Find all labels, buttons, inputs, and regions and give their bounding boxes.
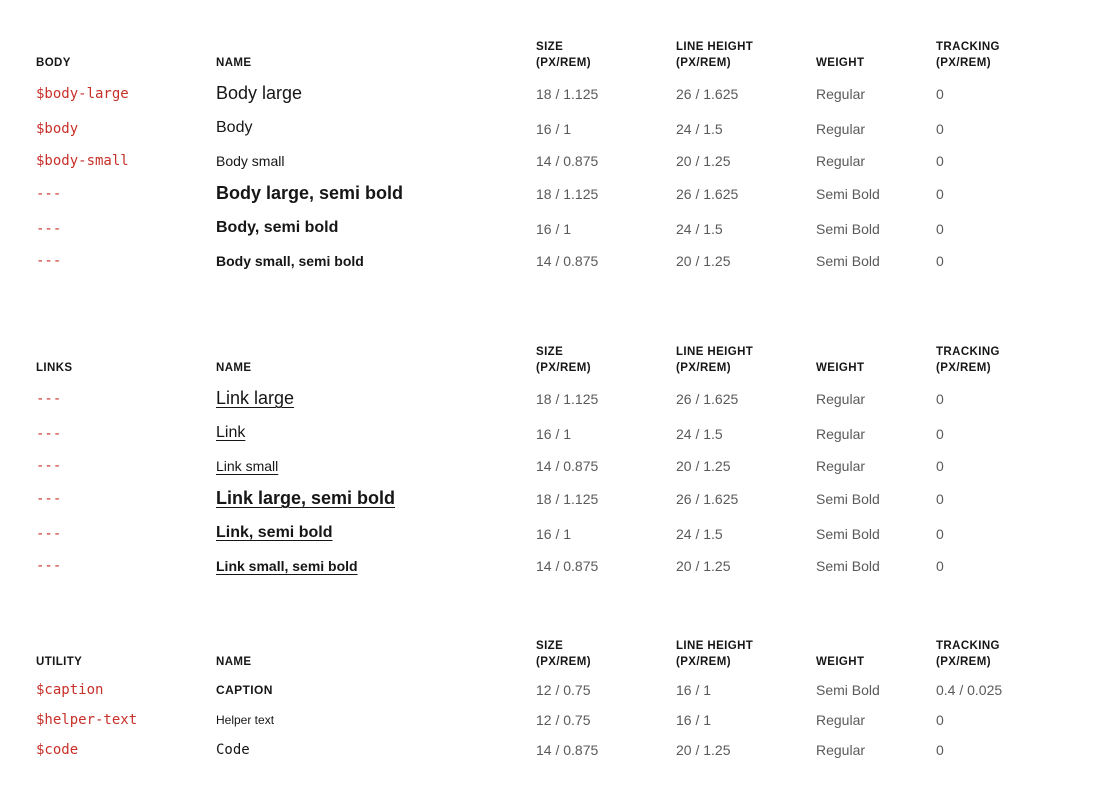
weight-value: Semi Bold <box>816 221 880 237</box>
column-header-name: NAME <box>216 57 252 69</box>
token-body-small: $body-small <box>36 153 129 169</box>
token-empty: --- <box>36 186 62 202</box>
example-link[interactable]: Link <box>216 424 246 441</box>
weight-value: Regular <box>816 153 866 169</box>
tracking-value: 0 <box>936 712 944 728</box>
token-empty: --- <box>36 458 62 474</box>
line-height-value: 26 / 1.625 <box>676 391 739 407</box>
example-body-large-semibold: Body large, semi bold <box>216 183 404 203</box>
token-empty: --- <box>36 526 62 542</box>
weight-value: Regular <box>816 712 866 728</box>
weight-value: Regular <box>816 458 866 474</box>
token-empty: --- <box>36 558 62 574</box>
line-height-value: 20 / 1.25 <box>676 458 731 474</box>
example-code: Code <box>216 742 250 758</box>
line-height-value: 20 / 1.25 <box>676 153 731 169</box>
size-value: 12 / 0.75 <box>536 682 591 698</box>
token-empty: --- <box>36 491 62 507</box>
section-heading-links: LINKS <box>36 362 73 374</box>
column-header-tracking: TRACKING (PX/REM) <box>936 41 1000 69</box>
example-link-large[interactable]: Link large <box>216 388 295 408</box>
tracking-value: 0 <box>936 526 944 542</box>
token-empty: --- <box>36 221 62 237</box>
example-link-large-semibold[interactable]: Link large, semi bold <box>216 488 396 508</box>
size-value: 16 / 1 <box>536 426 572 442</box>
example-body-small: Body small <box>216 153 285 169</box>
weight-value: Regular <box>816 86 866 102</box>
example-helper-text: Helper text <box>216 713 275 727</box>
example-body-large: Body large <box>216 83 303 103</box>
tracking-value: 0 <box>936 742 944 758</box>
column-header-weight: WEIGHT <box>816 57 865 69</box>
column-header-weight: WEIGHT <box>816 362 865 374</box>
tracking-value: 0 <box>936 426 944 442</box>
size-value: 14 / 0.875 <box>536 742 599 758</box>
tracking-value: 0 <box>936 558 944 574</box>
column-header-size: SIZE (PX/REM) <box>536 640 591 668</box>
size-value: 16 / 1 <box>536 221 572 237</box>
column-header-weight: WEIGHT <box>816 656 865 668</box>
size-value: 14 / 0.875 <box>536 153 599 169</box>
line-height-value: 24 / 1.5 <box>676 121 723 137</box>
example-caption: CAPTION <box>216 683 273 697</box>
size-value: 16 / 1 <box>536 526 572 542</box>
weight-value: Regular <box>816 742 866 758</box>
section-heading-utility: UTILITY <box>36 656 83 668</box>
size-value: 14 / 0.875 <box>536 253 599 269</box>
size-value: 18 / 1.125 <box>536 86 599 102</box>
example-body-small-semibold: Body small, semi bold <box>216 253 364 269</box>
tracking-value: 0 <box>936 153 944 169</box>
tracking-value: 0 <box>936 221 944 237</box>
size-value: 18 / 1.125 <box>536 491 599 507</box>
weight-value: Semi Bold <box>816 253 880 269</box>
tracking-value: 0 <box>936 458 944 474</box>
weight-value: Semi Bold <box>816 558 880 574</box>
size-value: 16 / 1 <box>536 121 572 137</box>
token-body-large: $body-large <box>36 86 129 102</box>
weight-value: Semi Bold <box>816 186 880 202</box>
weight-value: Regular <box>816 121 866 137</box>
size-value: 18 / 1.125 <box>536 391 599 407</box>
section-heading-body: BODY <box>36 57 71 69</box>
line-height-value: 26 / 1.625 <box>676 86 739 102</box>
tracking-value: 0 <box>936 491 944 507</box>
weight-value: Regular <box>816 391 866 407</box>
line-height-value: 24 / 1.5 <box>676 221 723 237</box>
weight-value: Semi Bold <box>816 526 880 542</box>
size-value: 18 / 1.125 <box>536 186 599 202</box>
column-header-tracking: TRACKING (PX/REM) <box>936 640 1000 668</box>
column-header-line-height: LINE HEIGHT (PX/REM) <box>676 346 754 374</box>
token-body: $body <box>36 121 79 137</box>
tracking-value: 0 <box>936 253 944 269</box>
line-height-value: 20 / 1.25 <box>676 558 731 574</box>
line-height-value: 26 / 1.625 <box>676 186 739 202</box>
line-height-value: 20 / 1.25 <box>676 742 731 758</box>
line-height-value: 16 / 1 <box>676 682 712 698</box>
example-link-semibold[interactable]: Link, semi bold <box>216 524 333 541</box>
tracking-value: 0 <box>936 86 944 102</box>
weight-value: Semi Bold <box>816 491 880 507</box>
line-height-value: 24 / 1.5 <box>676 426 723 442</box>
column-header-name: NAME <box>216 362 252 374</box>
line-height-value: 26 / 1.625 <box>676 491 739 507</box>
example-link-small[interactable]: Link small <box>216 458 279 474</box>
weight-value: Semi Bold <box>816 682 880 698</box>
line-height-value: 16 / 1 <box>676 712 712 728</box>
token-empty: --- <box>36 426 62 442</box>
token-caption: $caption <box>36 682 104 698</box>
token-empty: --- <box>36 391 62 407</box>
token-code: $code <box>36 742 79 758</box>
line-height-value: 20 / 1.25 <box>676 253 731 269</box>
token-helper-text: $helper-text <box>36 712 138 728</box>
tracking-value: 0 <box>936 391 944 407</box>
column-header-line-height: LINE HEIGHT (PX/REM) <box>676 640 754 668</box>
example-body-semibold: Body, semi bold <box>216 219 339 236</box>
size-value: 14 / 0.875 <box>536 558 599 574</box>
token-empty: --- <box>36 253 62 269</box>
size-value: 14 / 0.875 <box>536 458 599 474</box>
column-header-size: SIZE (PX/REM) <box>536 346 591 374</box>
tracking-value: 0 <box>936 186 944 202</box>
column-header-size: SIZE (PX/REM) <box>536 41 591 69</box>
tracking-value: 0 <box>936 121 944 137</box>
line-height-value: 24 / 1.5 <box>676 526 723 542</box>
column-header-name: NAME <box>216 656 252 668</box>
example-link-small-semibold[interactable]: Link small, semi bold <box>216 558 358 574</box>
column-header-tracking: TRACKING (PX/REM) <box>936 346 1000 374</box>
example-body: Body <box>216 119 253 136</box>
column-header-line-height: LINE HEIGHT (PX/REM) <box>676 41 754 69</box>
weight-value: Regular <box>816 426 866 442</box>
size-value: 12 / 0.75 <box>536 712 591 728</box>
tracking-value: 0.4 / 0.025 <box>936 682 1003 698</box>
